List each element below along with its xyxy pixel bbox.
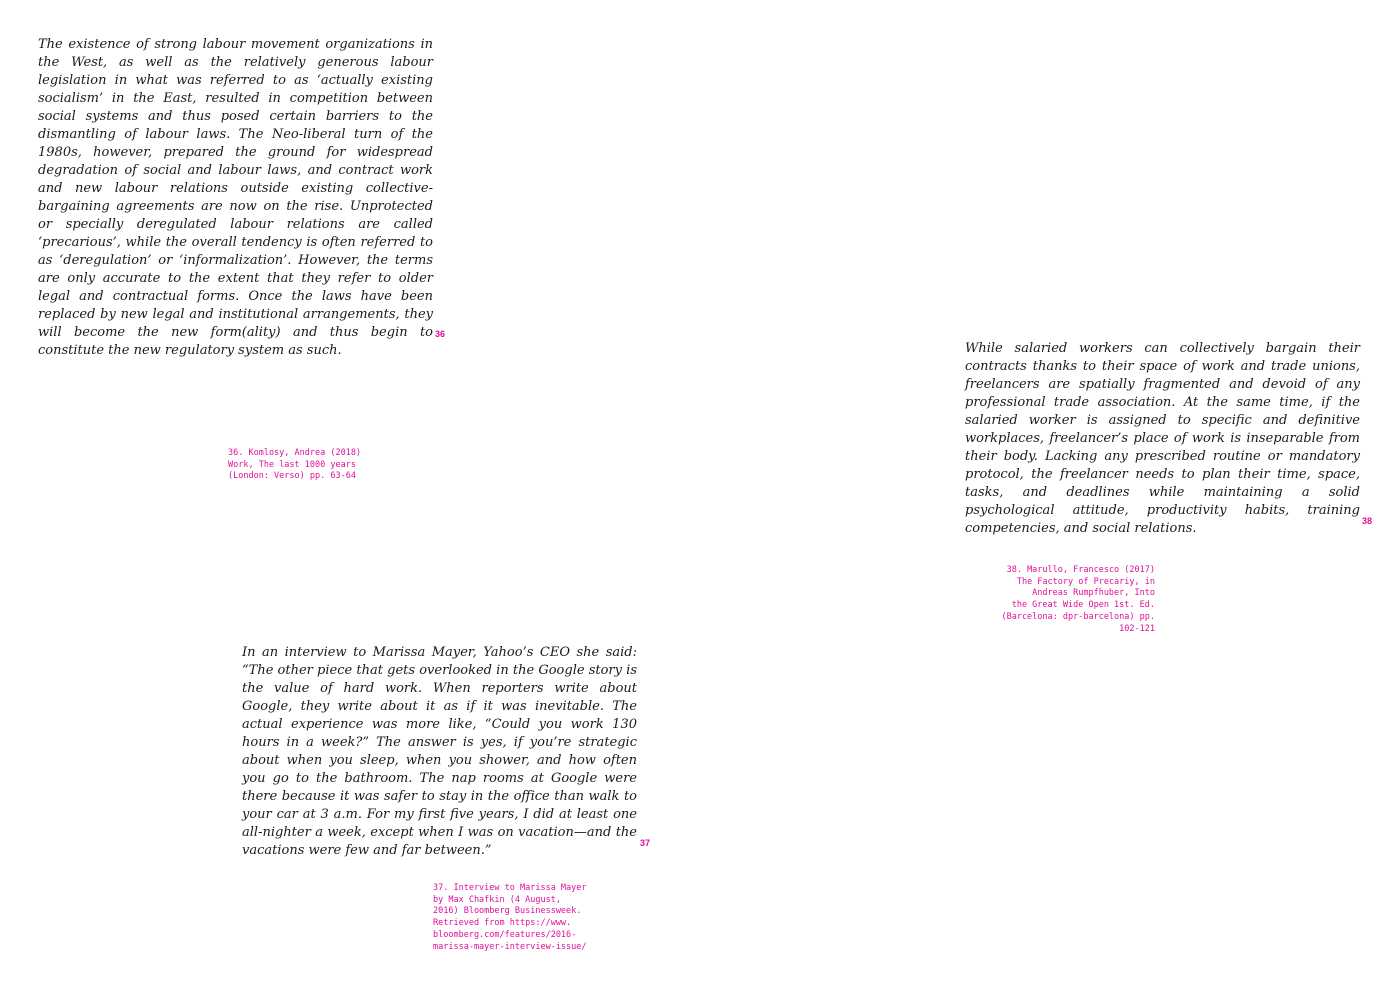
note-marker-38: 38 [1362, 516, 1373, 526]
note-marker-36: 36 [435, 329, 446, 339]
paragraph-38: While salaried workers can collectively bargain their contracts thanks to their space of work and trade unions, freelancers are spatially fragmented and devoid of any professional trade association. At the same time, if the salaried worker is assigned to specific and definitive workplaces, freelancer’s place of work is inseparable from their body. Lacking any prescribed routine or mandatory protocol, the freelancer needs to plan their time, space, tasks, and deadlines while maintaining a solid psychological attitude, productivity habits, training competencies, and social relations. [965, 341, 1360, 536]
paragraph-37: In an interview to Marissa Mayer, Yahoo’s CEO she said: “The other piece that gets overlooked in the Google story is the value of hard work. When reporters write about Google, they write about it as if it was inevitable. The actual experience was more like, “Could you work 130 hours in a week?” The answer is yes, if you’re strategic about when you sleep, when you shower, and how often you go to the bathroom. The nap rooms at Google were there because it was safer to stay in the office than walk to your car at 3 a.m. For my first five years, I did at least one all-nighter a week, except when I was on vacation—and the vacations were few and far between.” [242, 645, 637, 858]
footnote-36: 36. Komlosy, Andrea (2018) Work, The last 1000 years (London: Verso) pp. 63-64 [228, 448, 362, 482]
note-marker-37: 37 [640, 838, 651, 848]
paragraph-36: The existence of strong labour movement organizations in the West, as well as the relatively generous labour legislation in what was referred to as ‘actually existing socialism’ in the East, resulted in competition between social systems and thus posed certain barriers to the dismantling of labour laws. The Neo-liberal turn of the 1980s, however, prepared the ground for widespread degradation of social and labour laws, and contract work and new labour relations outside existing collective-bargaining agreements are now on the rise. Unprotected or specially deregulated labour relations are called ‘precarious’, while the overall tendency is often referred to as ‘deregulation’ or ‘informalization’. However, the terms are only accurate to the extent that they refer to older legal and contractual forms. Once the laws have been replaced by new legal and institutional arrangements, they will become the new form(ality) and thus begin to constitute the new regulatory system as such. [38, 37, 433, 358]
footnote-37: 37. Interview to Marissa Mayer by Max Chafkin (4 August, 2016) Bloomberg Businessweek. Retrieved from https://www. bloomberg.com/features/2016- marissa-mayer-interview-issue/ [433, 883, 587, 952]
footnote-38: 38. Marullo, Francesco (2017) The Factory of Precariy, in Andreas Rumpfhuber, Into the Great Wide Open 1st. Ed. (Barcelona: dpr-barcelona) pp. 102-121 [1001, 565, 1155, 634]
